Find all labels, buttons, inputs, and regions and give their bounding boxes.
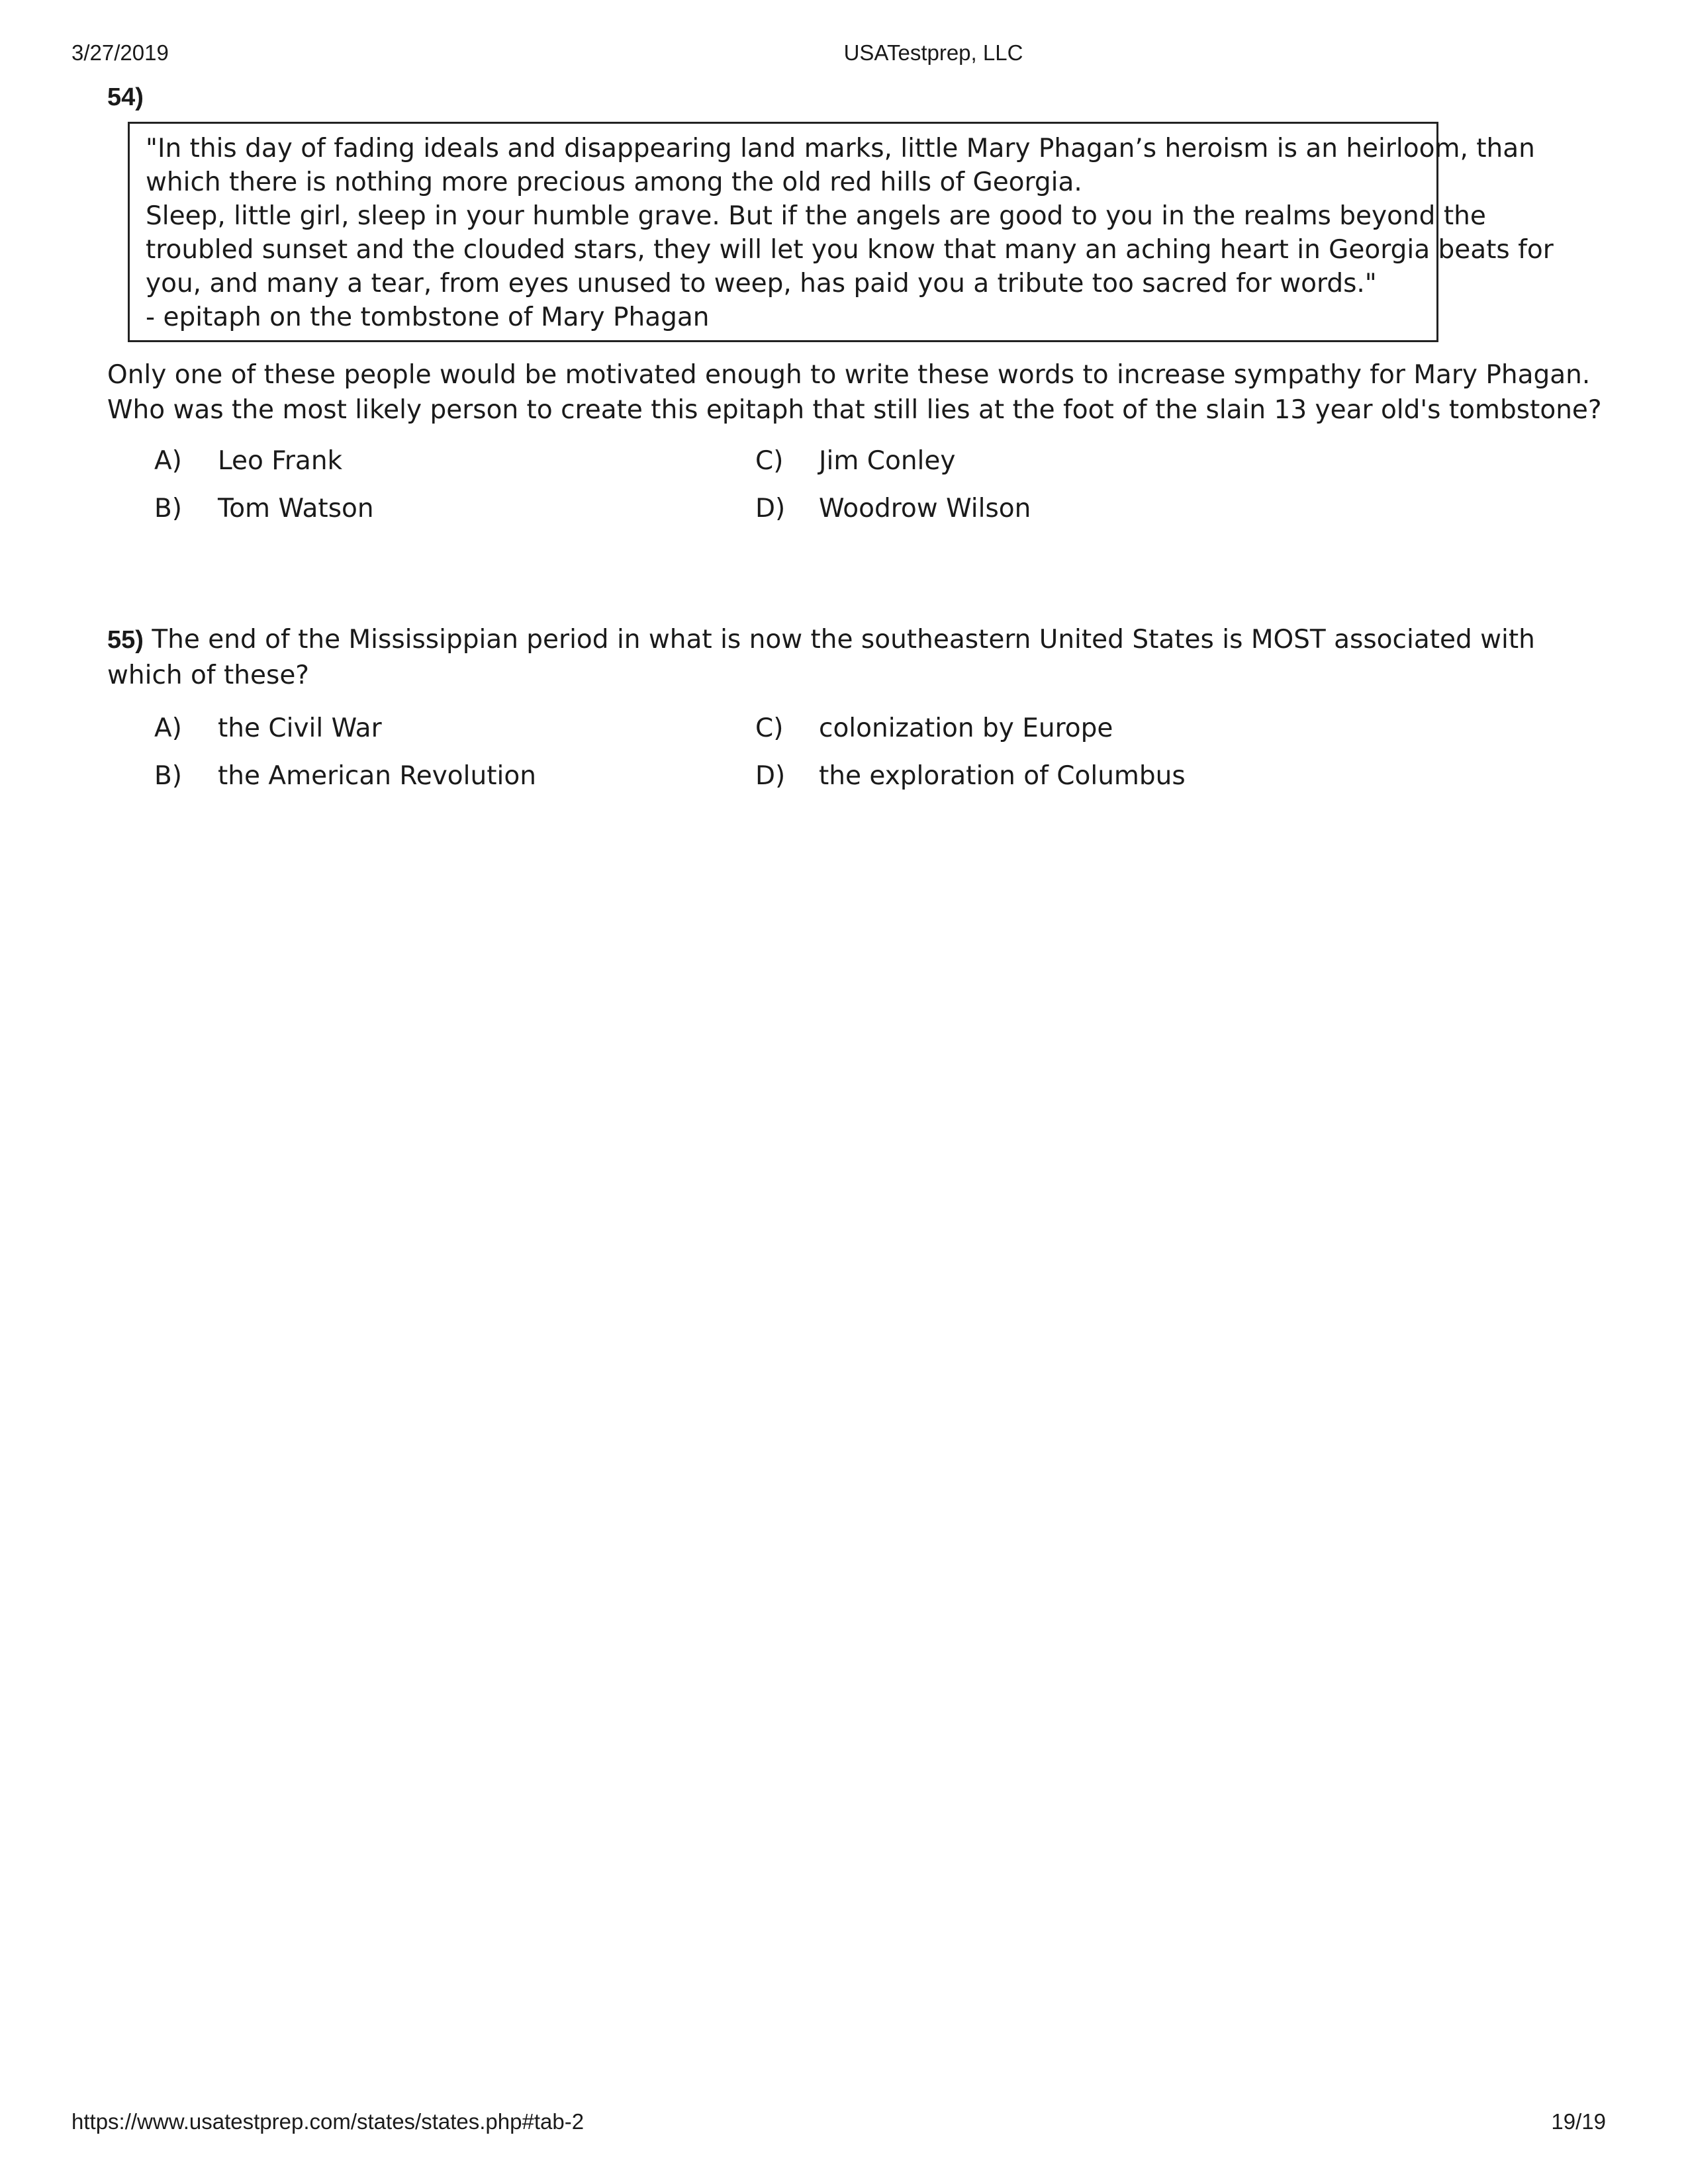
choice-text: Leo Frank	[218, 446, 343, 476]
page-url: https://www.usatestprep.com/states/states.php#tab-2	[71, 2109, 585, 2134]
stem-text: The end of the Mississippian period in what is now the southeastern United States is MOST associated with	[152, 625, 1535, 655]
choice-letter: D)	[755, 494, 786, 523]
choice-text: Tom Watson	[218, 494, 374, 523]
question-54-stem	[107, 357, 1602, 428]
print-date: 3/27/2019	[71, 40, 169, 65]
question-54-number: 54)	[107, 83, 144, 111]
choice-text: the exploration of Columbus	[819, 761, 1186, 791]
page-number: 19/19	[1551, 2109, 1606, 2134]
stem-line: Who was the most likely person to create this epitaph that still lies at the foot of the slain 13 year old's tombstone?	[107, 395, 1602, 425]
question-55-stem	[107, 622, 1535, 693]
choice-letter: B)	[154, 494, 182, 523]
choice-letter: A)	[154, 446, 182, 476]
passage-line: "In this day of fading ideals and disappearing land marks, little Mary Phagan’s heroism is an heirloom, than	[146, 134, 1535, 163]
choice-text: Jim Conley	[819, 446, 956, 476]
choice-letter: C)	[755, 446, 784, 476]
question-55-number: 55)	[107, 626, 144, 654]
passage-attribution: - epitaph on the tombstone of Mary Phagan	[146, 302, 710, 332]
passage-line: Sleep, little girl, sleep in your humble grave. But if the angels are good to you in the realms beyond the	[146, 201, 1486, 231]
choice-text: colonization by Europe	[819, 713, 1113, 743]
choice-text: the Civil War	[218, 713, 382, 743]
passage-line: you, and many a tear, from eyes unused to weep, has paid you a tribute too sacred for words."	[146, 269, 1377, 298]
passage-line: troubled sunset and the clouded stars, they will let you know that many an aching heart in Georgia beats for	[146, 235, 1554, 265]
choice-letter: D)	[755, 761, 786, 791]
question-54-passage	[128, 122, 1554, 342]
stem-line: which of these?	[107, 660, 310, 690]
site-title: USATestprep, LLC	[843, 40, 1023, 65]
choice-text: the American Revolution	[218, 761, 536, 791]
passage-line: which there is nothing more precious among the old red hills of Georgia.	[146, 167, 1082, 197]
choice-letter: B)	[154, 761, 182, 791]
choice-letter: C)	[755, 713, 784, 743]
choice-text: Woodrow Wilson	[819, 494, 1031, 523]
stem-line	[107, 622, 1535, 658]
choice-letter: A)	[154, 713, 182, 743]
stem-line: Only one of these people would be motivated enough to write these words to increase sympathy for Mary Phagan.	[107, 360, 1591, 390]
